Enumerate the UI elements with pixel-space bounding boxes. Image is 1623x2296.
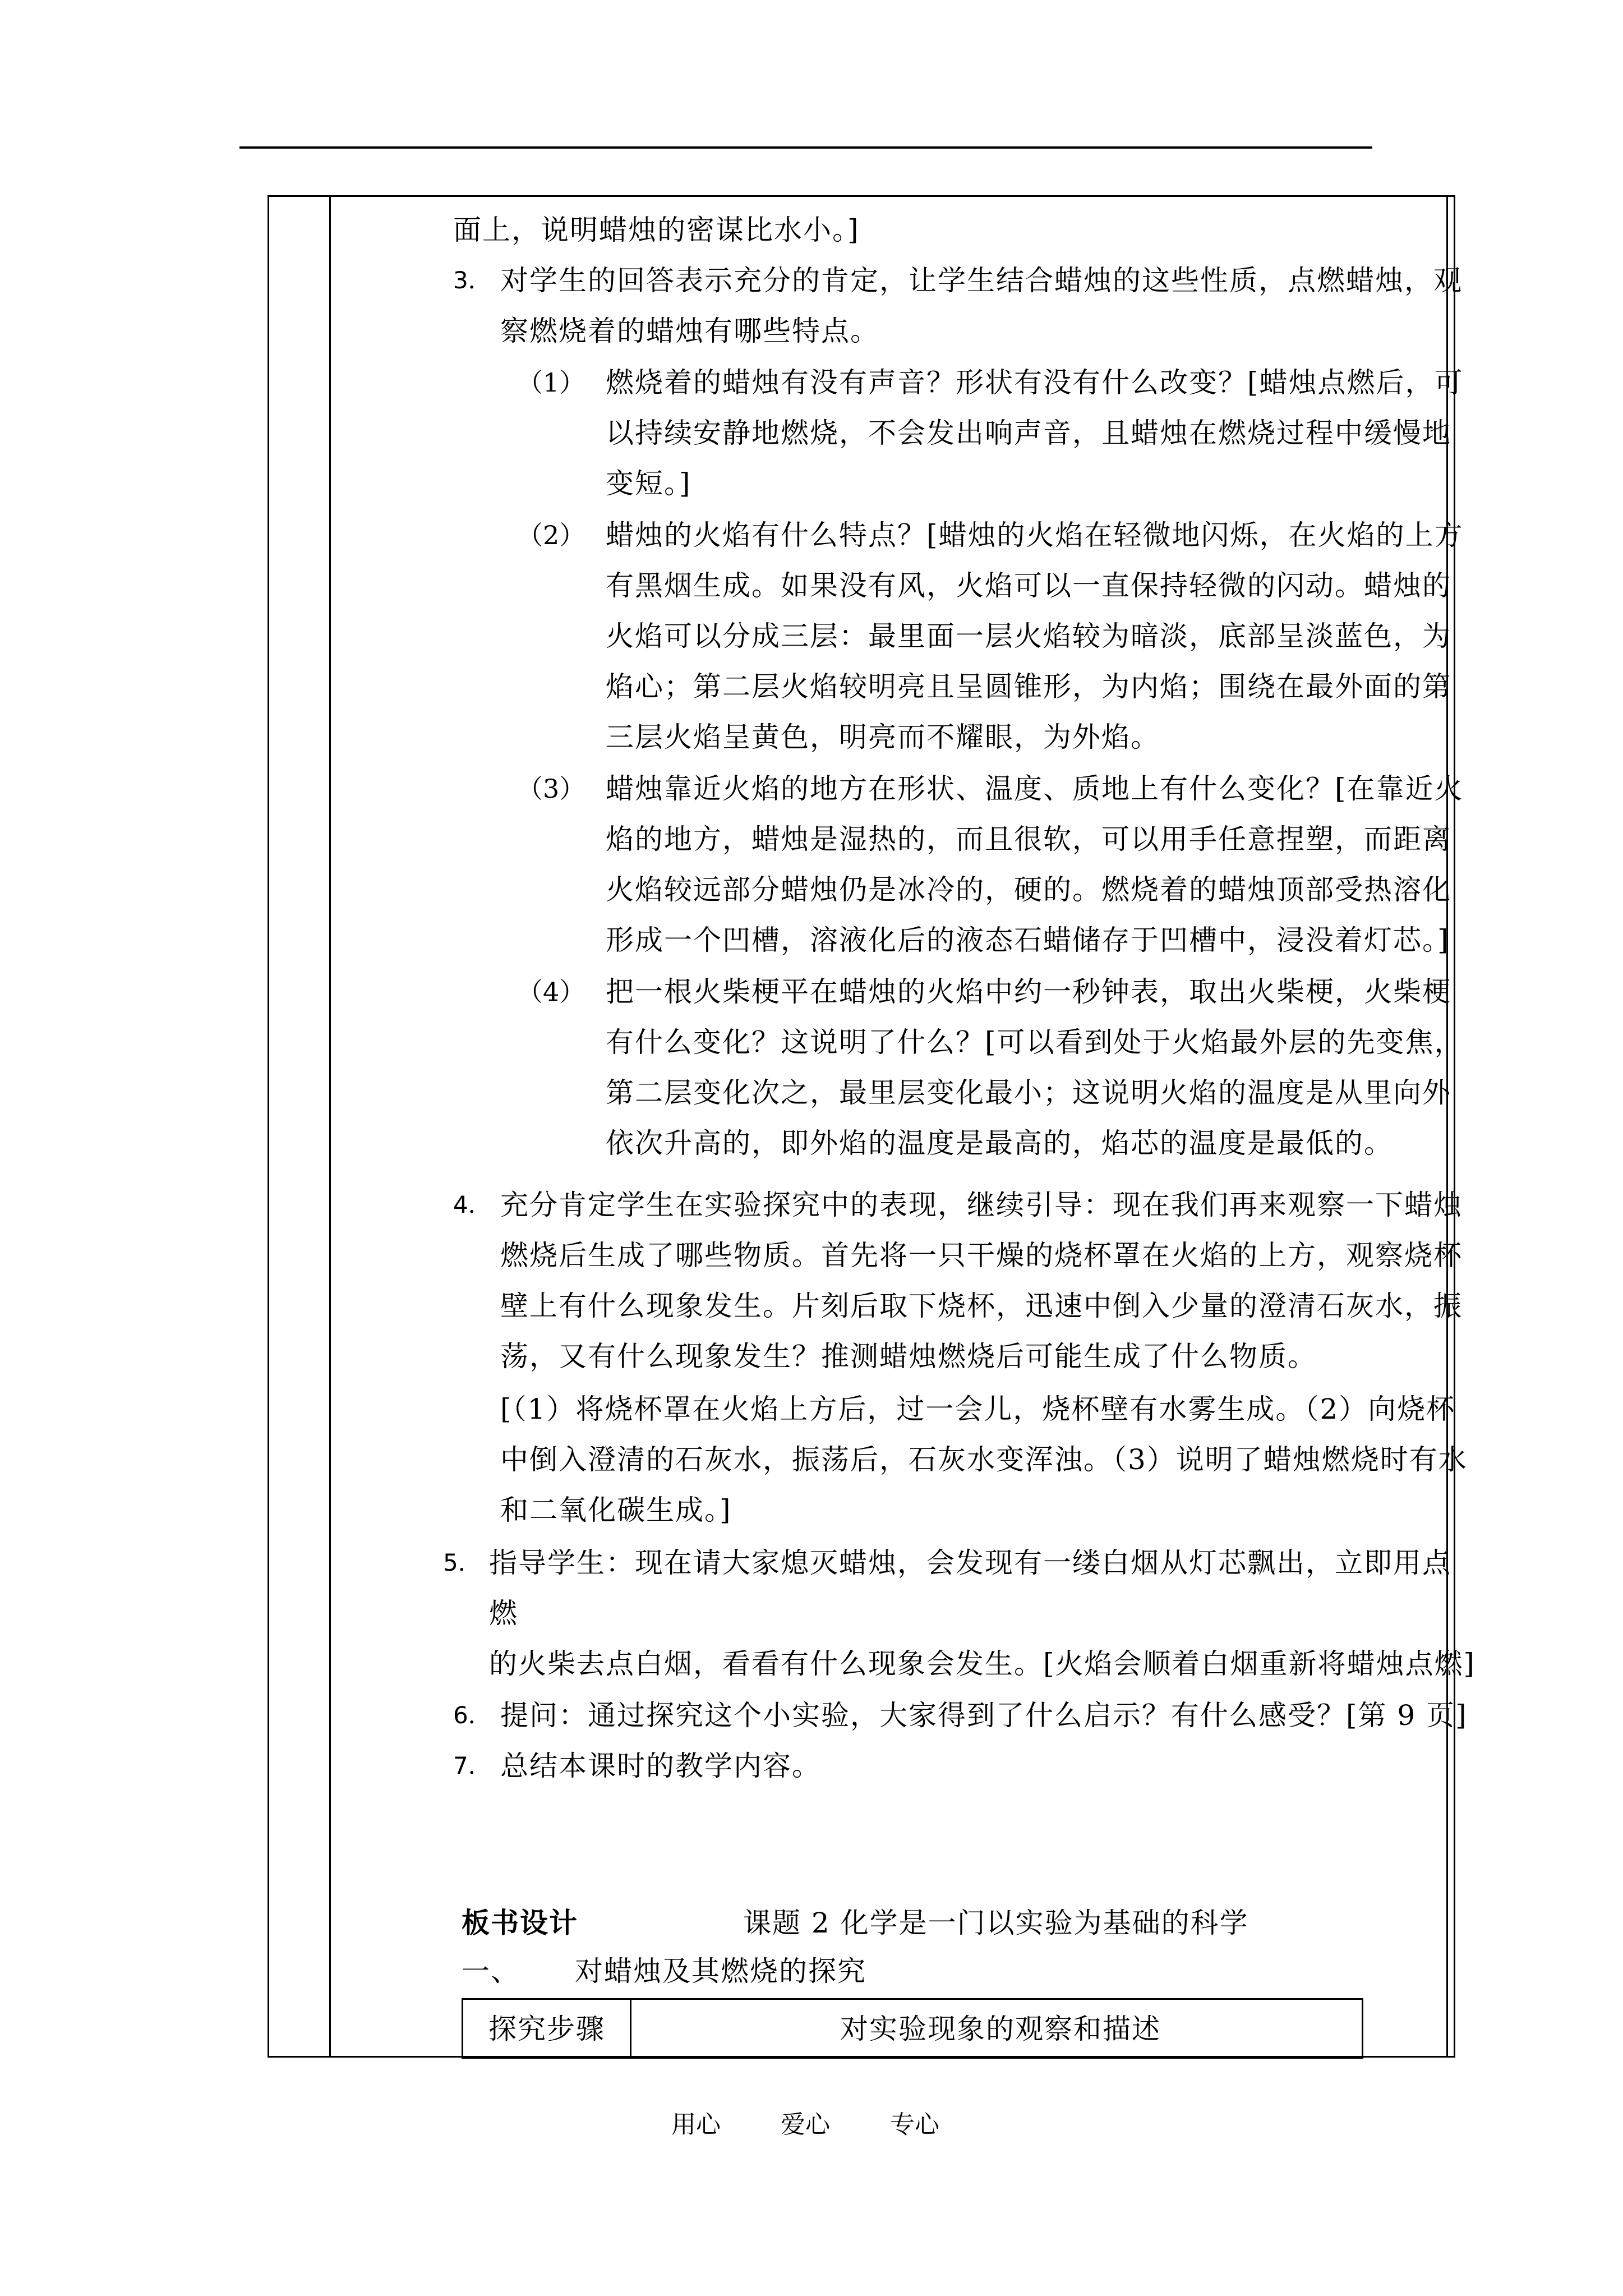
text-line: 火焰较远部分蜡烛仍是冰冷的，硬的。燃烧着的蜡烛顶部受热溶化 — [606, 873, 1451, 906]
footer-text: 用心 — [671, 2110, 721, 2139]
item-number: 5． — [443, 1549, 482, 1576]
text-line: 依次升高的，即外焰的温度是最高的，焰芯的温度是最低的。 — [606, 1127, 1393, 1159]
text-line: 指导学生：现在请大家熄灭蜡烛，会发现有一缕白烟从灯芯飘出，立即用点 — [489, 1547, 1451, 1579]
frame-right-border — [1454, 195, 1455, 2058]
text-line: 第二层变化次之，最里层变化最小；这说明火焰的温度是从里向外 — [606, 1076, 1451, 1109]
footer-text: 专心 — [890, 2110, 939, 2139]
frame-left-border — [268, 195, 269, 2058]
text-line: 对学生的回答表示充分的肯定，让学生结合蜡烛的这些性质，点燃蜡烛，观 — [500, 264, 1463, 297]
board-design-title: 课题 2 化学是一门以实验为基础的科学 — [743, 1907, 1249, 1939]
text-line: 总结本课时的教学内容。 — [500, 1750, 821, 1782]
text-line: 和二氧化碳生成。] — [500, 1494, 732, 1526]
text-line: 荡，又有什么现象发生？推测蜡烛燃烧后可能生成了什么物质。 — [500, 1340, 1317, 1373]
footer-text: 爱心 — [781, 2110, 830, 2139]
text-line: 的火柴去点白烟，看看有什么现象会发生。[火焰会顺着白烟重新将蜡烛点燃] — [489, 1648, 1476, 1680]
experiment-table-divider — [630, 2000, 631, 2057]
section-number: 一、 — [462, 1955, 520, 1987]
text-line: 蜡烛的火焰有什么特点？[蜡烛的火焰在轻微地闪烁，在火焰的上方 — [606, 519, 1464, 551]
text-line: 面上，说明蜡烛的密谋比水小。] — [453, 214, 860, 246]
sub-item-number: （3） — [517, 774, 585, 804]
text-line: 察燃烧着的蜡烛有哪些特点。 — [500, 315, 879, 347]
sub-item-number: （4） — [517, 977, 585, 1007]
frame-column-divider-2 — [1446, 195, 1448, 2058]
text-line: 壁上有什么现象发生。片刻后取下烧杯，迅速中倒入少量的澄清石灰水，振 — [500, 1290, 1463, 1322]
section-title: 对蜡烛及其燃烧的探究 — [575, 1955, 866, 1987]
text-line: 燃烧后生成了哪些物质。首先将一只干燥的烧杯罩在火焰的上方，观察烧杯 — [500, 1239, 1463, 1272]
text-line: 提问：通过探究这个小实验，大家得到了什么启示？有什么感受？[第 9 页] — [500, 1699, 1468, 1732]
item-number: 3． — [453, 266, 492, 294]
text-line: 蜡烛靠近火焰的地方在形状、温度、质地上有什么变化？[在靠近火 — [606, 772, 1464, 805]
text-line: 变短。] — [606, 467, 691, 500]
text-line: 火焰可以分成三层：最里面一层火焰较为暗淡，底部呈淡蓝色，为 — [606, 620, 1451, 652]
item-number: 6． — [453, 1701, 492, 1729]
text-line: [（1）将烧杯罩在火焰上方后，过一会儿，烧杯壁有水雾生成。（2）向烧杯 — [500, 1393, 1456, 1425]
experiment-table — [462, 1998, 1363, 2059]
frame-top-border — [268, 195, 1455, 197]
text-line: 充分肯定学生在实验探究中的表现，继续引导：现在我们再来观察一下蜡烛 — [500, 1189, 1463, 1221]
text-line: 有什么变化？这说明了什么？[可以看到处于火焰最外层的先变焦， — [606, 1026, 1464, 1059]
text-line: 燃 — [489, 1597, 518, 1630]
table-header-step: 探究步骤 — [488, 2013, 605, 2045]
text-line: 把一根火柴梗平在蜡烛的火焰中约一秒钟表，取出火柴梗，火柴梗 — [606, 976, 1451, 1008]
text-line: 焰的地方，蜡烛是湿热的，而且很软，可以用手任意捏塑，而距离 — [606, 823, 1451, 855]
header-rule — [239, 146, 1372, 149]
text-line: 中倒入澄清的石灰水，振荡后，石灰水变浑浊。（3）说明了蜡烛燃烧时有水 — [500, 1443, 1468, 1476]
frame-column-divider-1 — [329, 195, 331, 2058]
text-line: 燃烧着的蜡烛有没有声音？形状有没有什么改变？[蜡烛点燃后，可 — [606, 366, 1464, 399]
text-line: 焰心；第二层火焰较明亮且呈圆锥形，为内焰；围绕在最外面的第 — [606, 670, 1451, 703]
text-line: 有黑烟生成。如果没有风，火焰可以一直保持轻微的闪动。蜡烛的 — [606, 569, 1451, 602]
sub-item-number: （2） — [517, 520, 585, 550]
board-design-label: 板书设计 — [462, 1906, 578, 1939]
sub-item-number: （1） — [517, 367, 585, 398]
item-number: 7． — [453, 1752, 492, 1779]
text-line: 形成一个凹槽，溶液化后的液态石蜡储存于凹槽中，浸没着灯芯。] — [606, 924, 1450, 956]
text-line: 三层火焰呈黄色，明亮而不耀眼，为外焰。 — [606, 721, 1160, 753]
item-number: 4． — [453, 1191, 492, 1218]
text-line: 以持续安静地燃烧，不会发出响声音，且蜡烛在燃烧过程中缓慢地 — [606, 417, 1451, 449]
table-header-observation: 对实验现象的观察和描述 — [840, 2013, 1161, 2045]
